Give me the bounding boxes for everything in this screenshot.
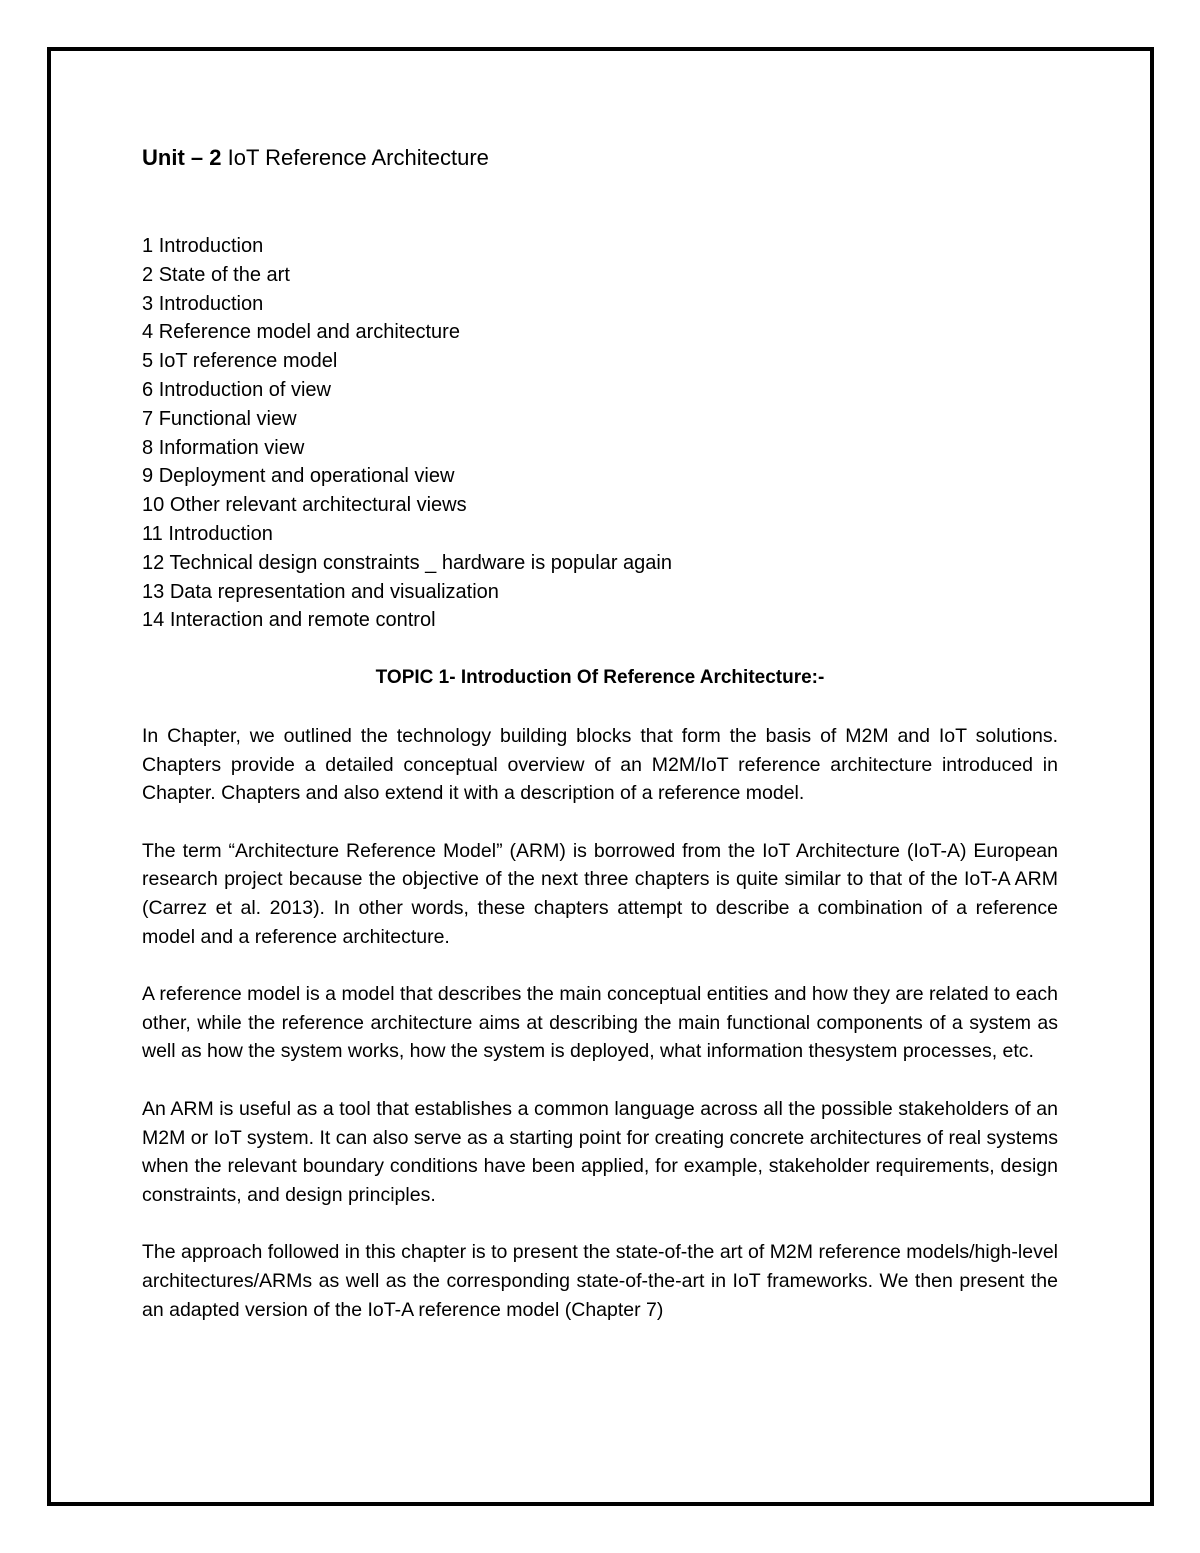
unit-label: Unit – 2 (142, 145, 222, 170)
topic-heading: TOPIC 1- Introduction Of Reference Architecture:- (375, 667, 825, 688)
toc-title: Functional view (158, 407, 297, 430)
toc-title: Other relevant architectural views (169, 494, 467, 517)
toc-title: Introduction (158, 235, 264, 257)
toc-item (142, 606, 1058, 635)
table-of-contents (142, 232, 1058, 635)
toc-number: 12 (142, 551, 165, 574)
toc-title: Introduction of view (158, 378, 332, 401)
toc-title: Reference model and architecture (158, 321, 460, 344)
toc-number: 7 (142, 407, 154, 430)
toc-number: 14 (142, 609, 165, 632)
toc-item (142, 376, 1058, 405)
toc-number: 1 (142, 235, 154, 257)
toc-number: 5 (142, 350, 154, 373)
toc-item (142, 520, 1058, 549)
paragraph: In Chapter, we outlined the technology building blocks that form the basis of M2M and IoT solutions. Chapters provide a detailed conceptual overview of an M2M/IoT reference architecture introduced in Chapter. Chapters and also extend it with a description of a reference model. (142, 725, 1058, 805)
paragraph: The term “Architecture Reference Model” (ARM) is borrowed from the IoT Architecture (IoT-A) European research project because the objective of the next three chapters is quite similar to that of the IoT-A ARM (Carrez et al. 2013). In other words, these chapters attempt to describe a combination of a reference model and a reference architecture. (142, 839, 1058, 948)
toc-number: 8 (142, 436, 154, 459)
toc-title: Information view (158, 436, 305, 459)
paragraph: A reference model is a model that describes the main conceptual entities and how they are related to each other, while the reference architecture aims at describing the main functional components of a system as well as how the system works, how the system is deployed, what information thesystem processes, etc. (142, 983, 1058, 1063)
body-text (142, 722, 1058, 1353)
toc-item (142, 405, 1058, 434)
toc-item (142, 549, 1058, 578)
toc-item (142, 462, 1058, 491)
toc-number: 9 (142, 465, 154, 488)
toc-item (142, 434, 1058, 463)
toc-title: Interaction and remote control (169, 609, 436, 632)
document-content (142, 140, 1058, 1321)
toc-item (142, 347, 1058, 376)
toc-item (142, 318, 1058, 347)
paragraph: The approach followed in this chapter is to present the state-of-the art of M2M reference models/high-level architectures/ARMs as well as the corresponding state-of-the-art in IoT frameworks. We then present the an adapted version of the IoT-A reference model (Chapter 7) (142, 1241, 1058, 1321)
toc-title: Technical design constraints _ hardware is popular again (169, 551, 672, 574)
toc-item (142, 232, 1058, 261)
toc-number: 3 (142, 292, 154, 315)
toc-title: Data representation and visualization (169, 580, 499, 603)
toc-title: IoT reference model (158, 350, 338, 373)
toc-title: Deployment and operational view (158, 465, 455, 488)
toc-number: 10 (142, 494, 165, 517)
paragraph: An ARM is useful as a tool that establishes a common language across all the possible stakeholders of an M2M or IoT system. It can also serve as a starting point for creating concrete architectures of real systems when the relevant boundary conditions have been applied, for example, stakeholder requirements, design constraints, and design principles. (142, 1097, 1058, 1206)
toc-item (142, 578, 1058, 607)
toc-item (142, 290, 1058, 319)
toc-item (142, 491, 1058, 520)
unit-title: IoT Reference Architecture (227, 145, 489, 170)
toc-title: State of the art (158, 263, 290, 286)
toc-title: Introduction (158, 292, 264, 315)
toc-number: 11 (142, 522, 163, 545)
toc-number: 6 (142, 378, 154, 401)
unit-heading (142, 140, 1058, 176)
toc-number: 2 (142, 263, 154, 286)
toc-item (142, 261, 1058, 290)
toc-number: 13 (142, 580, 165, 603)
toc-number: 4 (142, 321, 154, 344)
toc-title: Introduction (168, 522, 273, 545)
